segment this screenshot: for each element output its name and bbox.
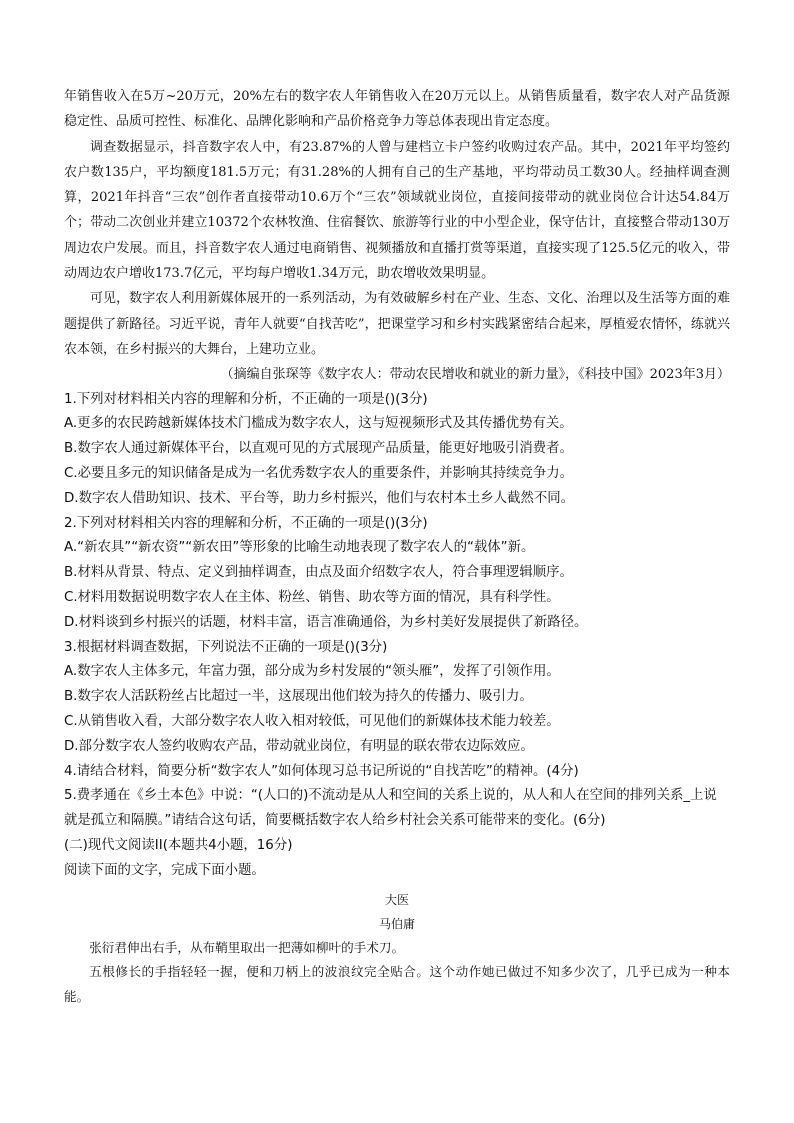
option-a: A.数字农人主体多元，年富力强，部分成为乡村发展的“领头雁”，发挥了引领作用。 [64,664,560,680]
passage-paragraph-2: 调查数据显示，抖音数字农人中，有23.87%的人曾与建档立卡户签约收购过农产品。其中，2021年平均签约农户数135户，平均额度181.5万元；有31.28%的人拥有自己的生产基地，平均带动员工数30人。经抽样调查测算，2021年抖音“三农”创作者直接带动10.6万个“三农”领域就业岗位，直接间接带动的就业岗位合计达54.84万个；带动二次创业并建立10372个农林牧渔、住宿餐饮、旅游等行业的中小型企业，保守估计，直接整合带动130万周边农户发展。而且，抖音数字农人通过电商销售、视频播放和直播打赏等渠道，直接实现了125.5亿元的收入，带动周边农户增收173.7亿元，平均每户增收1.34万元，助农增收效果明显。 [64,139,730,282]
questions [64,388,730,834]
option-a: A.更多的农民跨越新媒体技术门槛成为数字农人，这与短视频形式及其传播优势有关。 [64,416,573,432]
story-title: 大医 [384,892,409,907]
passage-paragraph-1: 年销售收入在5万~20万元，20%左右的数字农人年销售收入在20万元以上。从销售质量看，数字农人对产品货源稳定性、品质可控性、标准化、品牌化影响和产品价格竞争力等总体表现出肯定态度。 [64,89,730,130]
question-stem: 1.下列对材料相关内容的理解和分析，不正确的一项是()(3分) [64,391,428,407]
section-heading: (二)现代文阅读II(本题共4小题，16分) [64,837,293,853]
question-4 [64,760,730,785]
option-d: D.材料谈到乡村振兴的话题，材料丰富，语言准确通俗，为乡村美好发展提供了新路径。 [64,614,588,630]
question-3 [64,636,730,760]
question-stem: 4.请结合材料，简要分析“数字农人”如何体现习总书记所说的“自找苦吃”的精神。(4分) [64,763,579,779]
question-2 [64,512,730,636]
passage-paragraph-3: 可见，数字农人利用新媒体展开的一系列活动，为有效破解乡村在产业、生态、文化、治理以及生活等方面的难题提供了新路径。习近平说，青年人就要“自找苦吃”，把课堂学习和乡村实践紧密结合起来，厚植爱农情怀，练就兴农本领，在乡村振兴的大舞台，上建功立业。 [64,291,730,357]
option-b: B.材料从背景、特点、定义到抽样调查，由点及面介绍数字农人，符合事理逻辑顺序。 [64,565,573,581]
story-paragraph-1: 张衍君伸出右手，从布鞘里取出一把薄如柳叶的手术刀。 [89,939,405,955]
option-c: C.从销售收入看，大部分数字农人收入相对较低，可见他们的新媒体技术能力较差。 [64,713,560,729]
question-stem: 3.根据材料调查数据，下列说法不正确的一项是()(3分) [64,639,388,655]
question-1 [64,388,730,512]
story-paragraph-2: 五根修长的手指轻轻一握，便和刀柄上的波浪纹完全贴合。这个动作她已做过不知多少次了，几乎已成为一种本能。 [64,964,730,1004]
option-b: B.数字农人活跃粉丝占比超过一半，这展现出他们较为持久的传播力、吸引力。 [64,689,533,705]
section-instruction: 阅读下面的文字，完成下面小题。 [64,862,265,878]
story-author: 马伯庸 [378,916,415,931]
option-c: C.材料用数据说明数字农人在主体、粉丝、销售、助农等方面的情况，具有科学性。 [64,589,560,605]
option-d: D.部分数字农人签约收购农产品，带动就业岗位，有明显的联农带农边际效应。 [64,738,534,754]
passage-1 [64,84,730,388]
option-c: C.必要且多元的知识储备是成为一名优秀数字农人的重要条件，并影响其持续竞争力。 [64,465,574,481]
question-stem: 5.费孝通在《乡土本色》中说：“(人口的)不流动是从人和空间的关系上说的，从人和人在空间的排列关系_上说就是孤立和隔膜。”请结合这句话，简要概括数字农人给乡村社会关系可能带来的变化。(6分) [64,788,717,829]
question-5 [64,784,730,834]
section-2 [64,834,730,1009]
option-a: A.“新农具”“新农资”“新农田”等形象的比喻生动地表现了数字农人的“载体”新。 [64,540,535,556]
question-stem: 2.下列对材料相关内容的理解和分析，不正确的一项是()(3分) [64,515,428,531]
passage-source: （摘编自张琛等《数字农人：带动农民增收和就业的新力量》，《科技中国》2023年3月） [220,367,730,383]
option-d: D.数字农人借助知识、技术、平台等，助力乡村振兴，他们与农村本土乡人截然不同。 [64,490,575,506]
option-b: B.数字农人通过新媒体平台，以直观可见的方式展现产品质量，能更好地吸引消费者。 [64,441,573,457]
exam-page [64,84,730,1009]
